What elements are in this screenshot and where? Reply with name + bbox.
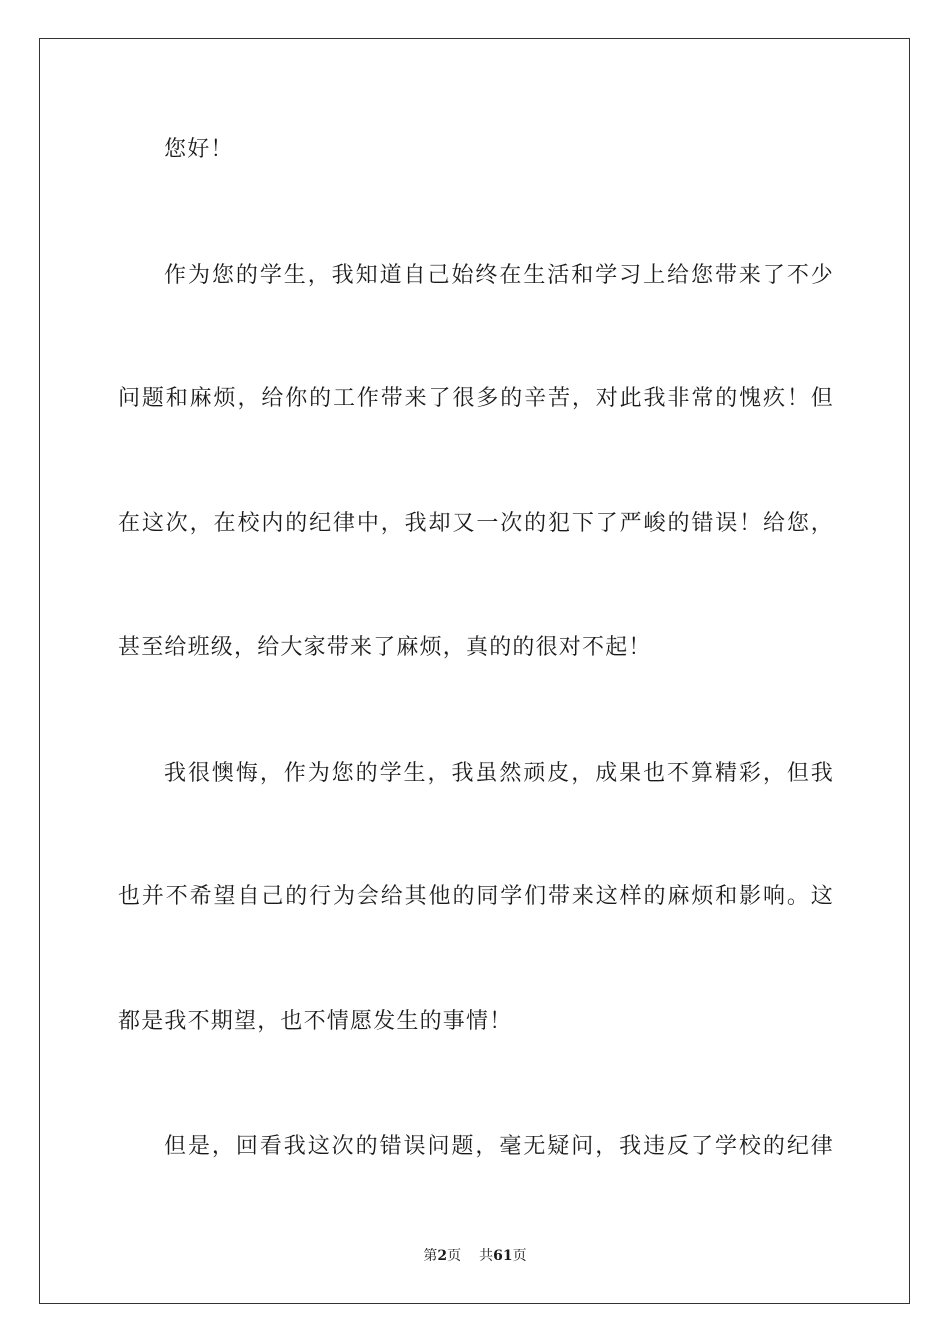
page-border bbox=[39, 38, 910, 1304]
paragraph-1-line-1: 作为您的学生，我知道自己始终在生活和学习上给您带来了不少 bbox=[164, 263, 834, 288]
paragraph-2-line-3: 都是我不期望，也不情愿发生的事情！ bbox=[118, 1009, 513, 1034]
paragraph-1-line-4: 甚至给班级，给大家带来了麻烦，真的的很对不起！ bbox=[118, 635, 652, 660]
total-suffix: 页 bbox=[512, 1248, 527, 1264]
paragraph-2-line-1: 我很懊悔，作为您的学生，我虽然顽皮，成果也不算精彩，但我 bbox=[164, 761, 834, 786]
greeting-line: 您好！ bbox=[164, 137, 234, 162]
paragraph-1-line-3: 在这次，在校内的纪律中，我却又一次的犯下了严峻的错误！给您， bbox=[118, 511, 834, 536]
page-suffix: 页 bbox=[447, 1248, 462, 1264]
page-footer bbox=[0, 1246, 950, 1266]
current-page-number: 2 bbox=[437, 1248, 448, 1264]
paragraph-2-line-2: 也并不希望自己的行为会给其他的同学们带来这样的麻烦和影响。这 bbox=[118, 884, 834, 909]
total-prefix: 共 bbox=[479, 1248, 494, 1264]
page-prefix: 第 bbox=[423, 1248, 438, 1264]
total-page-count: 61 bbox=[493, 1248, 513, 1264]
paragraph-3-line-1: 但是，回看我这次的错误问题，毫无疑问，我违反了学校的纪律 bbox=[164, 1134, 834, 1159]
paragraph-1-line-2: 问题和麻烦，给你的工作带来了很多的辛苦，对此我非常的愧疚！但 bbox=[118, 386, 834, 411]
